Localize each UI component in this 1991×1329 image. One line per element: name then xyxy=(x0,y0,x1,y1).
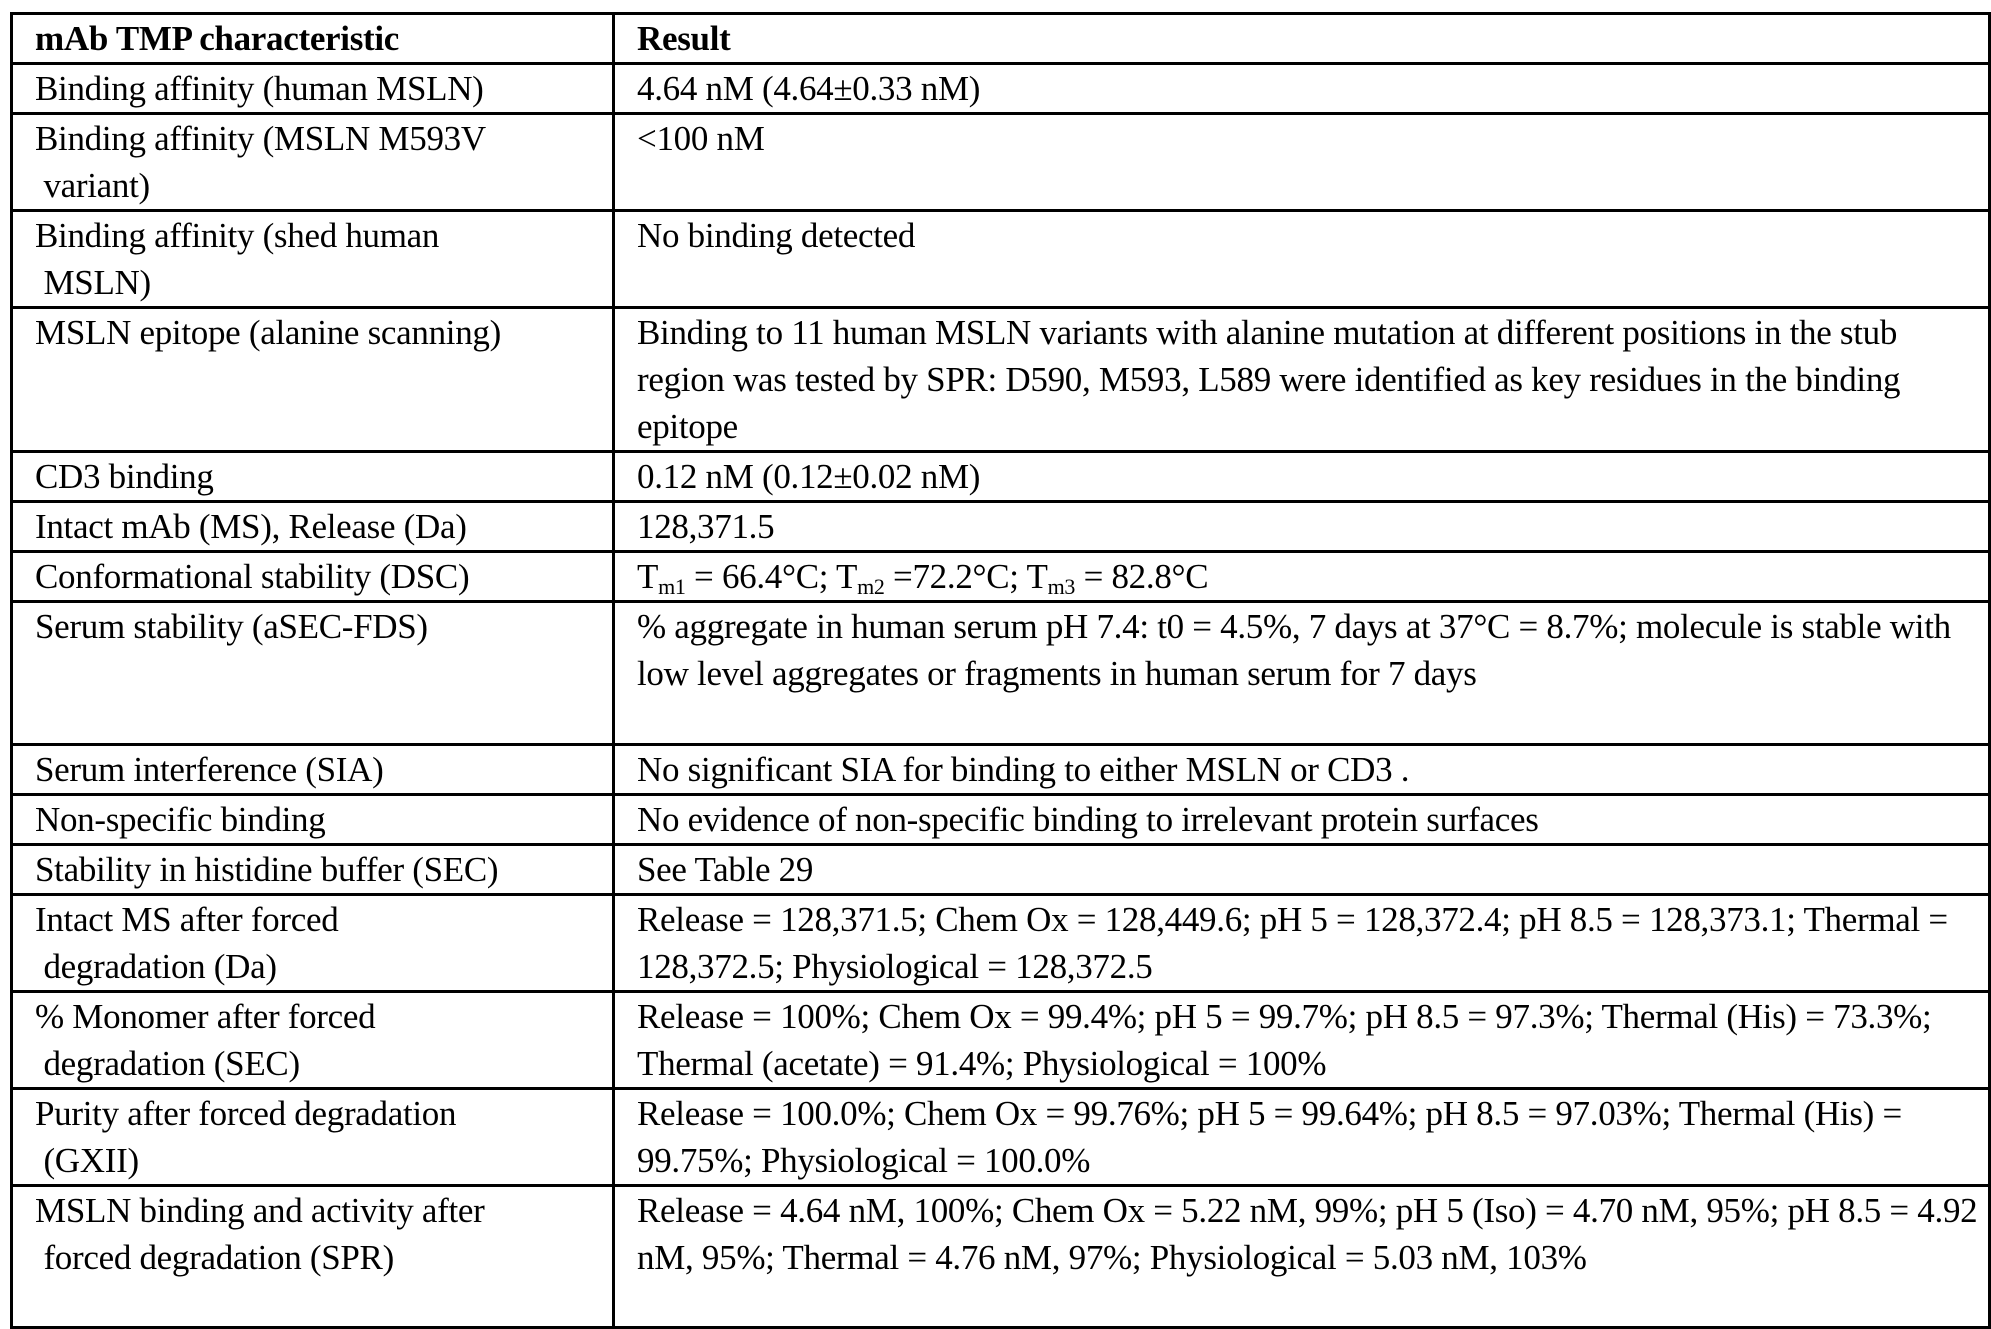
table-row xyxy=(12,502,1990,552)
table-row xyxy=(12,1089,1990,1186)
row-characteristic: CD3 binding xyxy=(12,452,614,502)
header-result: Result xyxy=(614,14,1990,64)
row-result: <100 nM xyxy=(614,114,1990,211)
row-result: No binding detected xyxy=(614,211,1990,308)
header-row xyxy=(12,14,1990,64)
row-characteristic: Intact mAb (MS), Release (Da) xyxy=(12,502,614,552)
table-row xyxy=(12,602,1990,745)
row-result: Release = 128,371.5; Chem Ox = 128,449.6; pH 5 = 128,372.4; pH 8.5 = 128,373.1; Thermal = 128,372.5; Physiological = 128,372.5 xyxy=(614,895,1990,992)
row-characteristic: MSLN epitope (alanine scanning) xyxy=(12,308,614,452)
row-result: 4.64 nM (4.64±0.33 nM) xyxy=(614,64,1990,114)
table-row xyxy=(12,795,1990,845)
row-result-dsc: $T_{m1} = 66.4^\circ C$; $T_{m2} =72.2^\circ C$; $T_{m3} = 82.8^\circ C$ xyxy=(614,552,1990,602)
row-result: Release = 100.0%; Chem Ox = 99.76%; pH 5 = 99.64%; pH 8.5 = 97.03%; Thermal (His) = 99.75%; Physiological = 100.0% xyxy=(614,1089,1990,1186)
row-result: 0.12 nM (0.12±0.02 nM) xyxy=(614,452,1990,502)
row-characteristic: % Monomer after forced degradation (SEC) xyxy=(12,992,614,1089)
table-row xyxy=(12,308,1990,452)
row-result: Release = 4.64 nM, 100%; Chem Ox = 5.22 nM, 99%; pH 5 (Iso) = 4.70 nM, 95%; pH 8.5 = 4.92 nM, 95%; Thermal = 4.76 nM, 97%; Physiological = 5.03 nM, 103% xyxy=(614,1186,1990,1328)
row-characteristic: Intact MS after forced degradation (Da) xyxy=(12,895,614,992)
table-row xyxy=(12,845,1990,895)
table-row xyxy=(12,64,1990,114)
row-result: See Table 29 xyxy=(614,845,1990,895)
row-result: % aggregate in human serum pH 7.4: t0 = 4.5%, 7 days at 37°C = 8.7%; molecule is stable with low level aggregates or fragments in human serum for 7 days xyxy=(614,602,1990,745)
row-result: 128,371.5 xyxy=(614,502,1990,552)
row-characteristic: Non-specific binding xyxy=(12,795,614,845)
row-characteristic: Conformational stability (DSC) xyxy=(12,552,614,602)
row-characteristic: Binding affinity (human MSLN) xyxy=(12,64,614,114)
table-row xyxy=(12,745,1990,795)
row-characteristic: Binding affinity (shed human MSLN) xyxy=(12,211,614,308)
row-characteristic: Serum interference (SIA) xyxy=(12,745,614,795)
row-characteristic: Purity after forced degradation (GXII) xyxy=(12,1089,614,1186)
row-result: Release = 100%; Chem Ox = 99.4%; pH 5 = 99.7%; pH 8.5 = 97.3%; Thermal (His) = 73.3%; Thermal (acetate) = 91.4%; Physiological = 100% xyxy=(614,992,1990,1089)
table-row xyxy=(12,114,1990,211)
table-row xyxy=(12,211,1990,308)
row-characteristic: Stability in histidine buffer (SEC) xyxy=(12,845,614,895)
table-row xyxy=(12,895,1990,992)
table-row xyxy=(12,992,1990,1089)
row-characteristic: Serum stability (aSEC-FDS) xyxy=(12,602,614,745)
table-row xyxy=(12,552,1990,602)
row-result: No significant SIA for binding to either MSLN or CD3 . xyxy=(614,745,1990,795)
table-row xyxy=(12,1186,1990,1328)
table-row xyxy=(12,452,1990,502)
row-characteristic: Binding affinity (MSLN M593V variant) xyxy=(12,114,614,211)
header-characteristic: mAb TMP characteristic xyxy=(12,14,614,64)
row-result: Binding to 11 human MSLN variants with alanine mutation at different positions in the stub region was tested by SPR: D590, M593, L589 were identified as key residues in the binding epitope xyxy=(614,308,1990,452)
row-result: No evidence of non-specific binding to irrelevant protein surfaces xyxy=(614,795,1990,845)
row-characteristic: MSLN binding and activity after forced degradation (SPR) xyxy=(12,1186,614,1328)
characteristics-table xyxy=(10,12,1991,1329)
